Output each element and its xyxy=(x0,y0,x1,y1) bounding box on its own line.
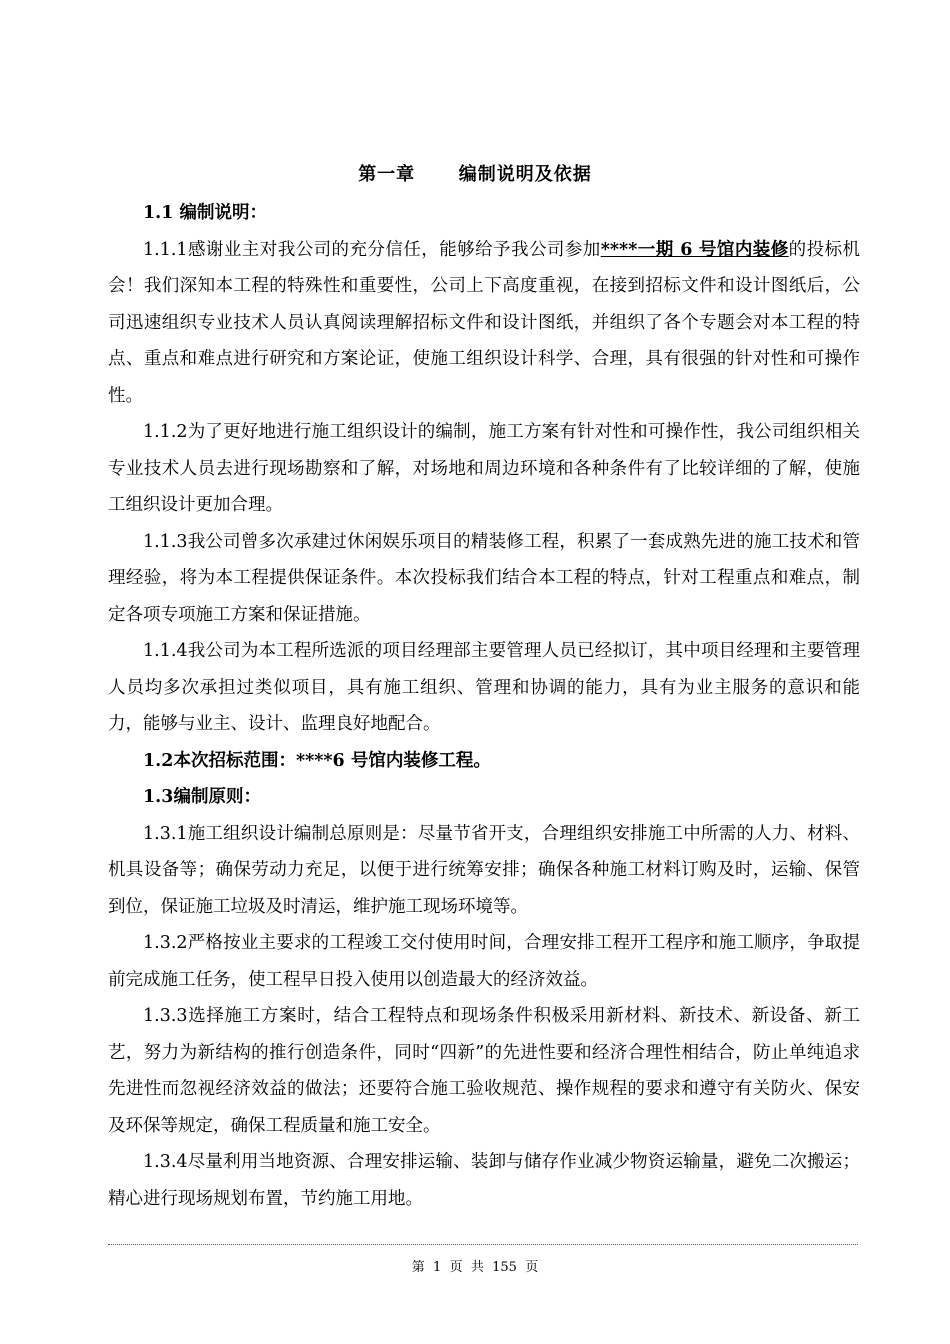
section-heading-1-1: 1.1 编制说明： xyxy=(143,203,268,223)
paragraph-1-1-1-lead: 1.1.1感谢业主对我公司的充分信任，能够给予我公司参加 xyxy=(143,239,601,260)
paragraph-1-1-1 xyxy=(108,232,860,415)
document-body xyxy=(108,195,860,1217)
section-heading-1-2: 1.2本次招标范围：****6 号馆内装修工程。 xyxy=(143,750,491,771)
section-heading-1-3: 1.3编制原则： xyxy=(143,787,261,807)
chapter-title: 第一章 编制说明及依据 xyxy=(358,164,592,185)
paragraph-1-3-3: 1.3.3选择施工方案时，结合工程特点和现场条件积极采用新材料、新技术、新设备、新工艺，努力为新结构的推行创造条件，同时“四新”的先进性要和经济合理性相结合，防止单纯追求先进性而忽视经济效益的做法；还要符合施工验收规范、操作规程的要求和遵守有关防火、保安及环保等规定，确保工程质量和施工安全。 xyxy=(108,1006,860,1136)
paragraph-1-3-1: 1.3.1施工组织设计编制总原则是：尽量节省开支，合理组织安排施工中所需的人力、材料、机具设备等；确保劳动力充足，以便于进行统筹安排；确保各种施工材料订购及时，运输、保管到位，保证施工垃圾及时清运，维护施工现场环境等。 xyxy=(108,823,860,917)
project-name: ****一期 6 号馆内装修 xyxy=(600,239,789,260)
paragraph-1-3-2: 1.3.2严格按业主要求的工程竣工交付使用时间，合理安排工程开工程序和施工顺序，争取提前完成施工任务，使工程早日投入使用以创造最大的经济效益。 xyxy=(108,933,860,990)
footer-divider xyxy=(108,1244,858,1245)
paragraph-1-1-3: 1.1.3我公司曾多次承建过休闲娱乐项目的精装修工程，积累了一套成熟先进的施工技术和管理经验，将为本工程提供保证条件。本次投标我们结合本工程的特点，针对工程重点和难点，制定各项专项施工方案和保证措施。 xyxy=(108,531,860,625)
paragraph-1-1-2: 1.1.2为了更好地进行施工组织设计的编制，施工方案有针对性和可操作性，我公司组织相关专业技术人员去进行现场勘察和了解，对场地和周边环境和各种条件有了比较详细的了解，使施工组织设计更加合理。 xyxy=(108,422,860,515)
page-number: 第 1 页 共 155 页 xyxy=(411,1260,539,1275)
paragraph-1-1-4: 1.1.4我公司为本工程所选派的项目经理部主要管理人员已经拟订，其中项目经理和主要管理人员均多次承担过类似项目，具有施工组织、管理和协调的能力，具有为业主服务的意识和能力，能够与业主、设计、监理良好地配合。 xyxy=(108,641,860,734)
paragraph-1-3-4: 1.3.4尽量利用当地资源、合理安排运输、装卸与储存作业减少物资运输量，避免二次搬运；精心进行现场规划布置，节约施工用地。 xyxy=(108,1152,860,1209)
paragraph-1-1-1-rest: 的投标机会！我们深知本工程的特殊性和重要性，公司上下高度重视，在接到招标文件和设计图纸后，公司迅速组织专业技术人员认真阅读理解招标文件和设计图纸，并组织了各个专题会对本工程的特点、重点和难点进行研究和方案论证，使施工组织设计科学、合理，具有很强的针对性和可操作性。 xyxy=(108,239,861,406)
